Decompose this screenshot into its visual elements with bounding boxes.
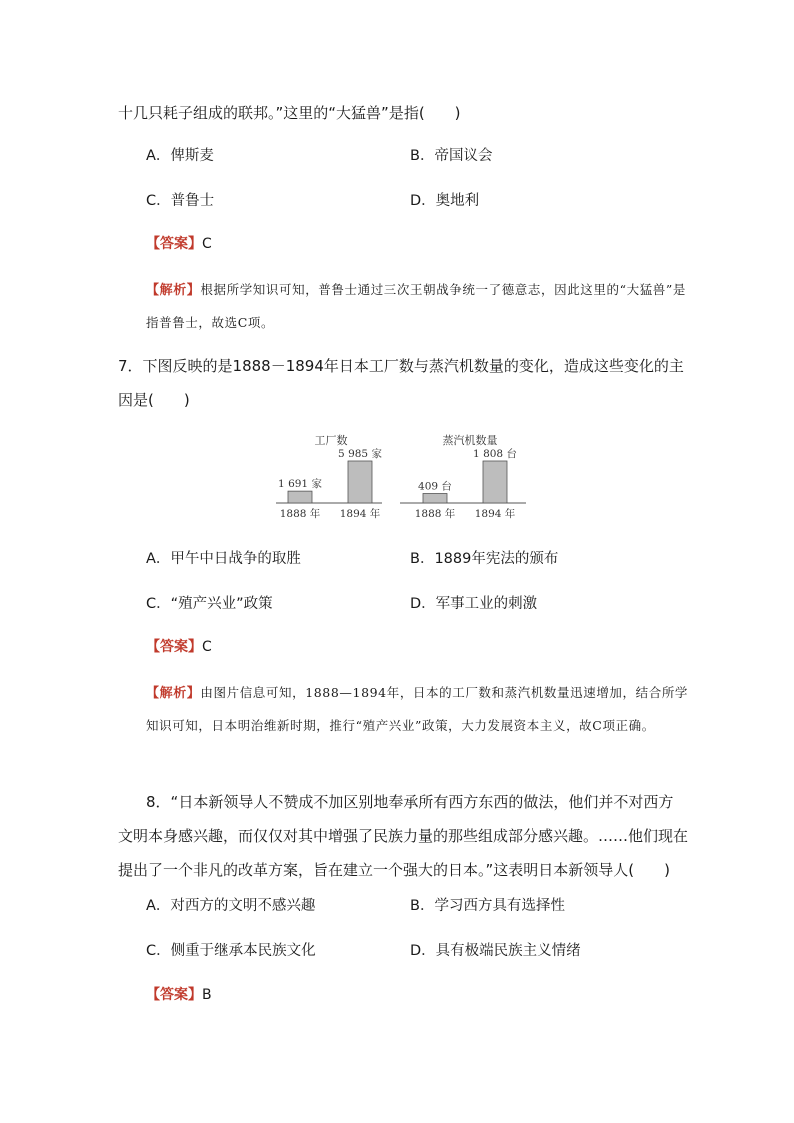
- analysis-text: 由图片信息可知，1888—1894年，日本的工厂数和蒸汽机数量迅速增加，结合所学知识可知，日本明治维新时期，推行“殖产兴业”政策，大力发展资本主义，故C项正确。: [146, 685, 689, 733]
- q6-answer: [146, 234, 212, 254]
- q7-option-a: A．甲午中日战争的取胜: [146, 551, 301, 567]
- q7-option-d: D．军事工业的刺激: [410, 596, 538, 612]
- analysis-text: 根据所学知识可知，普鲁士通过三次王朝战争统一了德意志，因此这里的“大猛兽”是指普鲁士，故选C项。: [146, 282, 686, 330]
- q8-option-a: A．对西方的文明不感兴趣: [146, 898, 316, 914]
- chart2-bar-1894: [483, 461, 507, 503]
- chart1-value-label-1888: 1 691 家: [278, 478, 322, 491]
- question-7-stem: 7．下图反映的是1888－1894年日本工厂数与蒸汽机数量的变化，造成这些变化的主因是( ): [118, 357, 684, 409]
- answer-tag: 【答案】: [146, 236, 202, 252]
- answer-value: B: [202, 987, 212, 1003]
- q7-option-b: B．1889年宪法的颁布: [410, 551, 559, 567]
- q8-option-c: C．侧重于继承本民族文化: [146, 943, 316, 959]
- q6-analysis: [146, 274, 694, 339]
- q6-option-d: D．奥地利: [410, 193, 480, 209]
- analysis-tag: 【解析】: [146, 283, 201, 298]
- question-6-stem-tail: 十几只耗子组成的联邦。”这里的“大猛兽”是指( ): [118, 104, 461, 122]
- q7-chart: [270, 428, 540, 528]
- q7-answer: [146, 637, 212, 657]
- answer-tag: 【答案】: [146, 639, 202, 655]
- answer-value: C: [202, 639, 212, 655]
- chart2-title: 蒸汽机数量: [442, 434, 498, 447]
- chart1-bar-1894: [348, 461, 372, 503]
- chart2-value-label-1894: 1 808 台: [473, 448, 517, 460]
- q7-option-c: C．“殖产兴业”政策: [146, 596, 273, 612]
- answer-tag: 【答案】: [146, 987, 202, 1003]
- question-8-stem: 8．“日本新领导人不赞成不加区别地奉承所有西方东西的做法，他们并不对西方文明本身感兴趣，而仅仅对其中增强了民族力量的那些组成部分感兴趣。……他们现在提出了一个非凡的改革方案，旨在建立一个强大的日本。”这表明日本新领导人( ): [118, 793, 689, 879]
- analysis-tag: 【解析】: [146, 686, 201, 701]
- q8-answer: [146, 985, 212, 1005]
- answer-value: C: [202, 236, 212, 252]
- chart1-value-label-1894: 5 985 家: [338, 448, 382, 460]
- chart2-value-label-1888: 409 台: [418, 480, 452, 493]
- chart1-title: 工厂数: [314, 434, 348, 447]
- q7-analysis: [146, 677, 694, 742]
- q6-option-b: B．帝国议会: [410, 148, 493, 164]
- chart2-category-1888: 1888 年: [414, 508, 456, 520]
- q8-option-d: D．具有极端民族主义情绪: [410, 943, 581, 959]
- chart2-bar-1888: [423, 493, 447, 503]
- chart1-category-1888: 1888 年: [279, 508, 321, 520]
- q6-option-c: C．普鲁士: [146, 193, 215, 209]
- chart1-category-1894: 1894 年: [339, 508, 381, 520]
- q8-option-b: B．学习西方具有选择性: [410, 898, 565, 914]
- chart1-bar-1888: [288, 491, 312, 503]
- q6-option-a: A．俾斯麦: [146, 148, 214, 164]
- chart2-category-1894: 1894 年: [474, 508, 516, 520]
